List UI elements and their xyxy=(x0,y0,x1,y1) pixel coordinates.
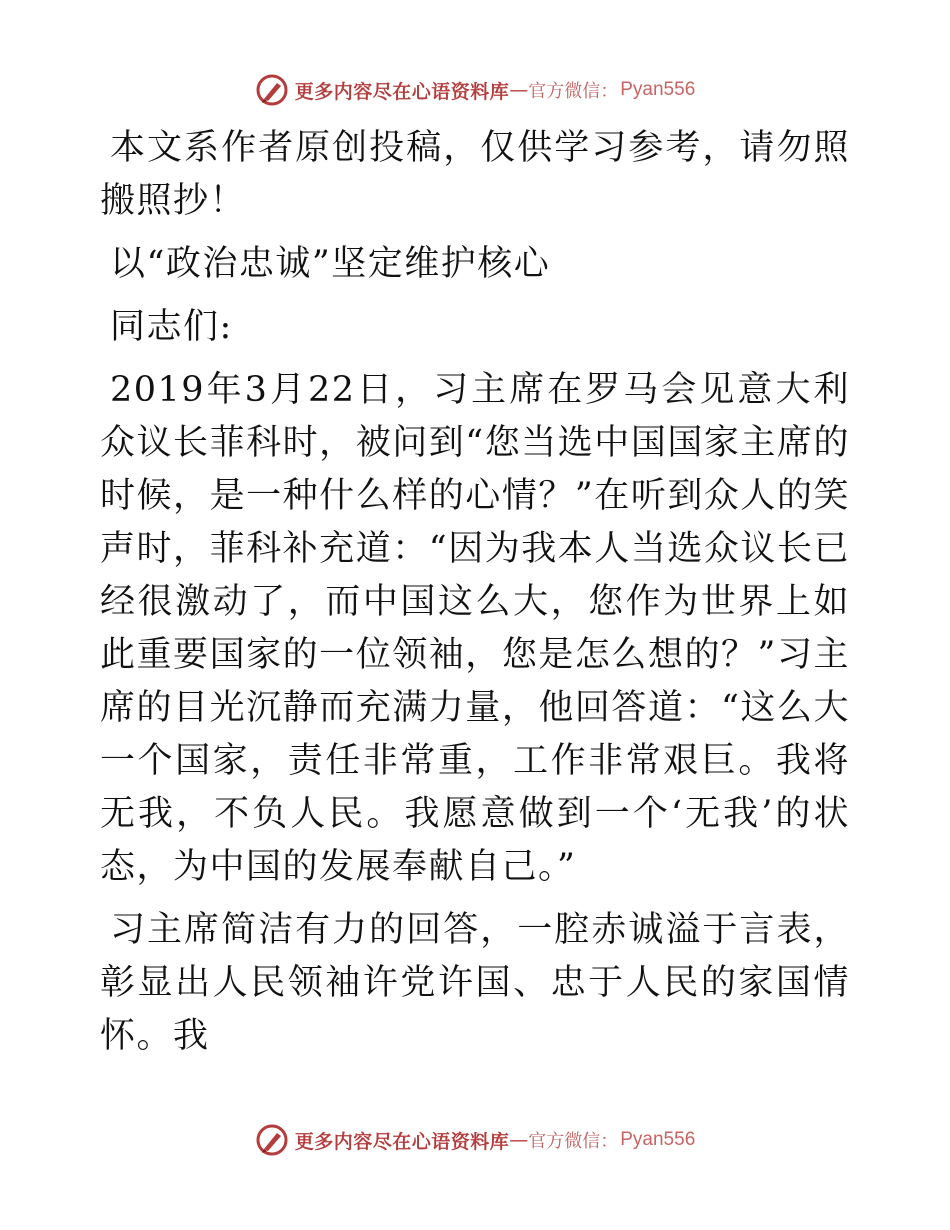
watermark-id: Pyan556 xyxy=(620,79,696,100)
watermark-separator: — xyxy=(509,79,529,101)
watermark-separator: — xyxy=(509,1129,529,1151)
watermark-text: 更多内容尽在心语资料库 xyxy=(294,1130,510,1153)
watermark-text: 更多内容尽在心语资料库 xyxy=(294,80,510,103)
notice-text: 本文系作者原创投稿，仅供学习参考，请勿照搬照抄！ xyxy=(100,128,850,221)
watermark-label: 官方微信： xyxy=(528,1131,619,1152)
footer-watermark xyxy=(0,1120,950,1160)
document-title: 以“政治忠诚”坚定维护核心 xyxy=(110,244,551,284)
document-body xyxy=(100,122,850,1073)
body-paragraph: 习主席简洁有力的回答，一腔赤诚溢于言表，彰显出人民领袖许党许国、忠于人民的家国情怀。我 xyxy=(100,910,850,1056)
pen-logo-icon xyxy=(255,73,289,107)
salutation: 同志们: xyxy=(110,307,233,347)
header-watermark xyxy=(0,70,950,110)
body-paragraph: 2019年3月22日，习主席在罗马会见意大利众议长菲科时，被问到“您当选中国国家主席的时候，是一种什么样的心情？”在听到众人的笑声时，菲科补充道：“因为我本人当选众议长已经很激动了，而中国这么大，您作为世界上如此重要国家的一位领袖，您是怎么想的？”习主席的目光沉静而充满力量，他回答道：“这么大一个国家，责任非常重，工作非常艰巨。我将无我，不负人民。我愿意做到一个‘无我’的状态，为中国的发展奉献自己。” xyxy=(100,370,850,887)
watermark-id: Pyan556 xyxy=(620,1129,696,1150)
watermark-label: 官方微信： xyxy=(528,81,619,102)
pen-logo-icon xyxy=(255,1123,289,1157)
